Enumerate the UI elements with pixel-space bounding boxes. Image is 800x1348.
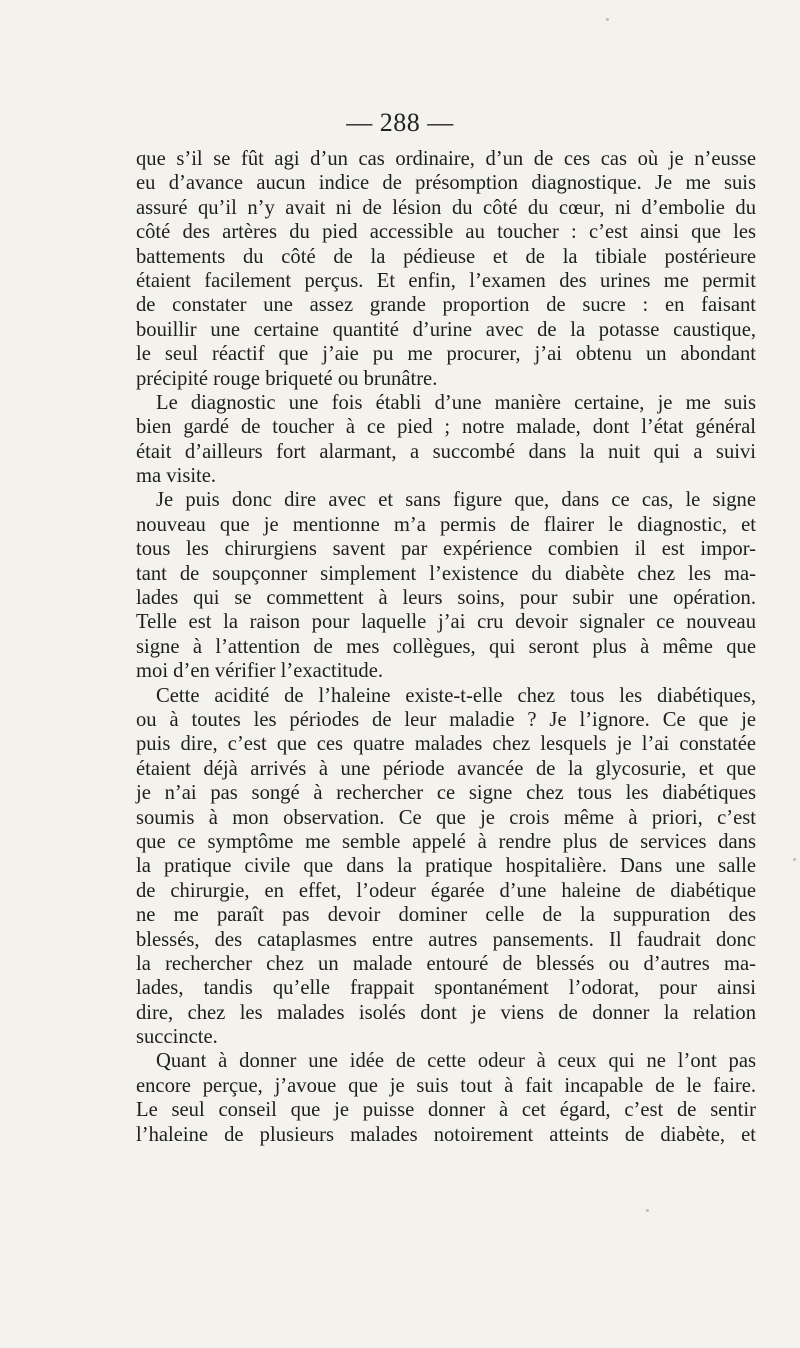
- paper-speck: [606, 18, 609, 21]
- text-line: le seul réactif que j’aie pu me procurer, j’ai obtenu un abondant: [136, 343, 756, 366]
- text-line: la pratique civile que dans la pratique hospitalière. Dans une salle: [136, 855, 756, 878]
- text-line: soumis à mon observation. Ce que je crois même à priori, c’est: [136, 806, 756, 829]
- text-line: étaient facilement perçus. Et enfin, l’examen des urines me permit: [136, 269, 756, 292]
- text-line: encore perçue, j’avoue que je suis tout à fait incapable de le faire.: [136, 1074, 756, 1097]
- text-line: de chirurgie, en effet, l’odeur égarée d’une haleine de diabétique: [136, 879, 756, 902]
- text-line: moi d’en vérifier l’exactitude.: [136, 660, 384, 683]
- text-line: dire, chez les malades isolés dont je viens de donner la relation: [136, 1001, 756, 1024]
- text-line: assuré qu’il n’y avait ni de lésion du côté du cœur, ni d’embolie du: [136, 196, 756, 219]
- text-line: que ce symptôme me semble appelé à rendre plus de services dans: [136, 830, 756, 853]
- text-line: l’haleine de plusieurs malades notoirement atteints de diabète, et: [136, 1123, 756, 1146]
- paper-speck: [793, 858, 796, 861]
- text-line: bouillir une certaine quantité d’urine avec de la potasse caustique,: [136, 318, 756, 341]
- text-line: Je puis donc dire avec et sans figure que, dans ce cas, le signe: [156, 489, 756, 512]
- text-line: signe à l’attention de mes collègues, qui seront plus à même que: [136, 635, 756, 658]
- text-line: battements du côté de la pédieuse et de la tibiale postérieure: [136, 245, 756, 268]
- text-line: que s’il se fût agi d’un cas ordinaire, d’un de ces cas où je n’eusse: [136, 148, 756, 170]
- text-line: ou à toutes les périodes de leur maladie ? Je l’ignore. Ce que je: [136, 708, 756, 731]
- text-line: côté des artères du pied accessible au toucher : c’est ainsi que les: [136, 221, 756, 244]
- text-line: tous les chirurgiens savent par expérience combien il est impor-: [136, 538, 756, 561]
- text-line: lades, tandis qu’elle frappait spontanément l’odorat, pour ainsi: [136, 977, 756, 1000]
- page-number: — 288 —: [346, 108, 454, 137]
- text-line: était d’ailleurs fort alarmant, a succombé dans la nuit qui a suivi: [136, 440, 756, 463]
- body-text: [136, 147, 756, 1147]
- text-line: tant de soupçonner simplement l’existence du diabète chez les ma-: [136, 562, 756, 585]
- text-line: de constater une assez grande proportion de sucre : en faisant: [136, 294, 756, 317]
- text-line: Le diagnostic une fois établi d’une manière certaine, je me suis: [156, 391, 756, 414]
- text-line: je n’ai pas songé à rechercher ce signe chez tous les diabétiques: [136, 782, 756, 805]
- text-line: bien gardé de toucher à ce pied ; notre malade, dont l’état général: [136, 416, 756, 439]
- text-line: Cette acidité de l’haleine existe-t-elle chez tous les diabétiques,: [156, 684, 756, 707]
- text-line: succincte.: [136, 1026, 218, 1049]
- text-line: ma visite.: [136, 465, 217, 488]
- text-line: eu d’avance aucun indice de présomption diagnostique. Je me suis: [136, 172, 756, 195]
- text-line: nouveau que je mentionne m’a permis de flairer le diagnostic, et: [136, 513, 756, 536]
- paper-speck: [646, 1209, 649, 1212]
- text-line: Telle est la raison pour laquelle j’ai cru devoir signaler ce nouveau: [136, 611, 756, 634]
- text-line: blessés, des cataplasmes entre autres pansements. Il faudrait donc: [136, 928, 756, 951]
- text-line: Le seul conseil que je puisse donner à cet égard, c’est de sentir: [136, 1099, 756, 1122]
- text-line: lades qui se commettent à leurs soins, pour subir une opération.: [136, 587, 756, 610]
- text-line: précipité rouge briqueté ou brunâtre.: [136, 367, 438, 390]
- text-line: la rechercher chez un malade entouré de blessés ou d’autres ma-: [136, 952, 756, 975]
- text-line: Quant à donner une idée de cette odeur à ceux qui ne l’ont pas: [156, 1050, 756, 1073]
- text-line: puis dire, c’est que ces quatre malades chez lesquels je l’ai constatée: [136, 733, 756, 756]
- text-line: ne me paraît pas devoir dominer celle de la suppuration des: [136, 904, 756, 927]
- text-line: étaient déjà arrivés à une période avancée de la glycosurie, et que: [136, 757, 756, 780]
